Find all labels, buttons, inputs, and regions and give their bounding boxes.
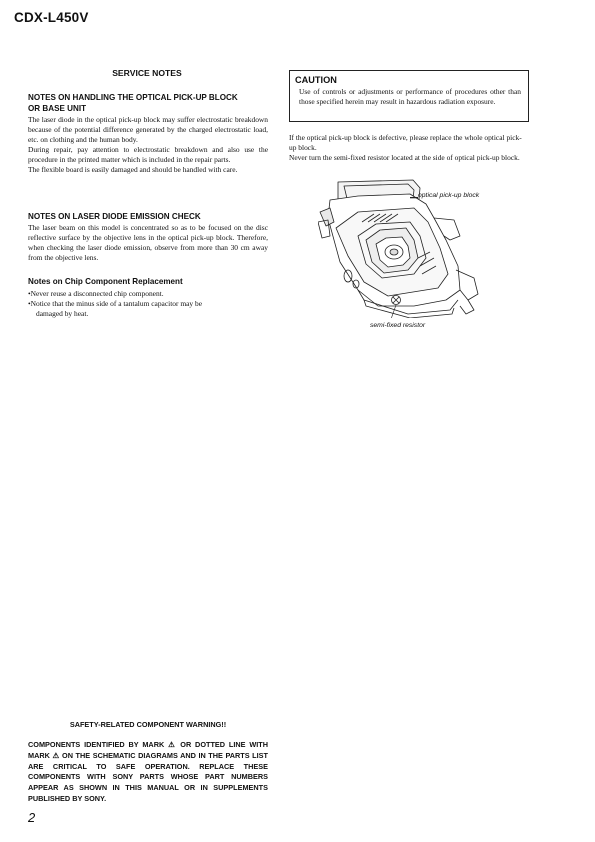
- list-item-continuation: damaged by heat.: [36, 309, 89, 319]
- pickup-replacement-text: [289, 133, 529, 163]
- caution-box: [289, 70, 529, 122]
- chip-replacement-list: [28, 289, 268, 319]
- heading-line: OR BASE UNIT: [28, 103, 87, 113]
- section-heading-chip-replacement: Notes on Chip Component Replacement: [28, 277, 183, 286]
- leader-line: [410, 197, 418, 198]
- caution-title: CAUTION: [295, 75, 337, 85]
- list-item-text: Never reuse a disconnected chip component.: [30, 289, 164, 298]
- paragraph: If the optical pick-up block is defective, please replace the whole optical pick-up block.: [289, 133, 522, 153]
- label-optical-pickup-block: optical pick-up block: [418, 192, 480, 199]
- bullet-mark: •: [28, 289, 31, 298]
- bullet-mark: •: [28, 299, 31, 309]
- list-item: [28, 299, 268, 309]
- safety-warning-body: COMPONENTS IDENTIFIED BY MARK ⚠ OR DOTTED LINE WITH MARK ⚠ ON THE SCHEMATIC DIAGRAMS AND IN THE PARTS LIST ARE CRITICAL TO SAFE OPERATION. REPLACE THESE COMPONENTS WITH SONY PARTS WHOSE PART NUMBERS APPEAR AS SHOWN IN THIS MANUAL OR IN SUPPLEMENTS PUBLISHED BY SONY.: [28, 740, 268, 803]
- safety-warning-heading: SAFETY-RELATED COMPONENT WARNING!!: [69, 720, 227, 729]
- paragraph: The laser diode in the optical pick-up block may suffer electrostatic breakdown because of the potential difference generated by the charged electrostatic load, etc. on clothing and the human body.: [28, 115, 268, 145]
- section-body-pickup-handling: [28, 115, 268, 176]
- list-item: [28, 289, 268, 299]
- paragraph: Never turn the semi-fixed resistor located at the side of optical pick-up block.: [289, 153, 520, 163]
- label-semi-fixed-resistor: semi-fixed resistor: [370, 322, 426, 329]
- heading-line: NOTES ON HANDLING THE OPTICAL PICK-UP BLOCK: [28, 93, 238, 102]
- list-item-text: Notice that the minus side of a tantalum capacitor may be: [30, 299, 203, 309]
- caution-text: Use of controls or adjustments or performance of procedures other than those specified herein may result in hazardous radiation exposure.: [299, 87, 521, 106]
- model-number: CDX-L450V: [14, 10, 89, 25]
- section-heading-laser-check: NOTES ON LASER DIODE EMISSION CHECK: [28, 212, 201, 221]
- paragraph: The laser beam on this model is concentrated so as to be focused on the disc reflective surface by the objective lens in the optical pick-up block. Therefore, when checking the laser diode emission, observe from more than 30 cm away from the objective lens.: [28, 223, 268, 263]
- service-notes-title: SERVICE NOTES: [112, 68, 182, 78]
- paragraph: During repair, pay attention to electrostatic breakdown and also use the procedure in the printed matter which is included in the repair parts.: [28, 145, 268, 165]
- optical-pickup-illustration: [318, 178, 488, 318]
- section-heading-pickup-handling: [28, 93, 268, 114]
- section-body-laser-check: [28, 223, 268, 263]
- paragraph: The flexible board is easily damaged and should be handled with care.: [28, 165, 238, 175]
- page-number: 2: [28, 810, 36, 825]
